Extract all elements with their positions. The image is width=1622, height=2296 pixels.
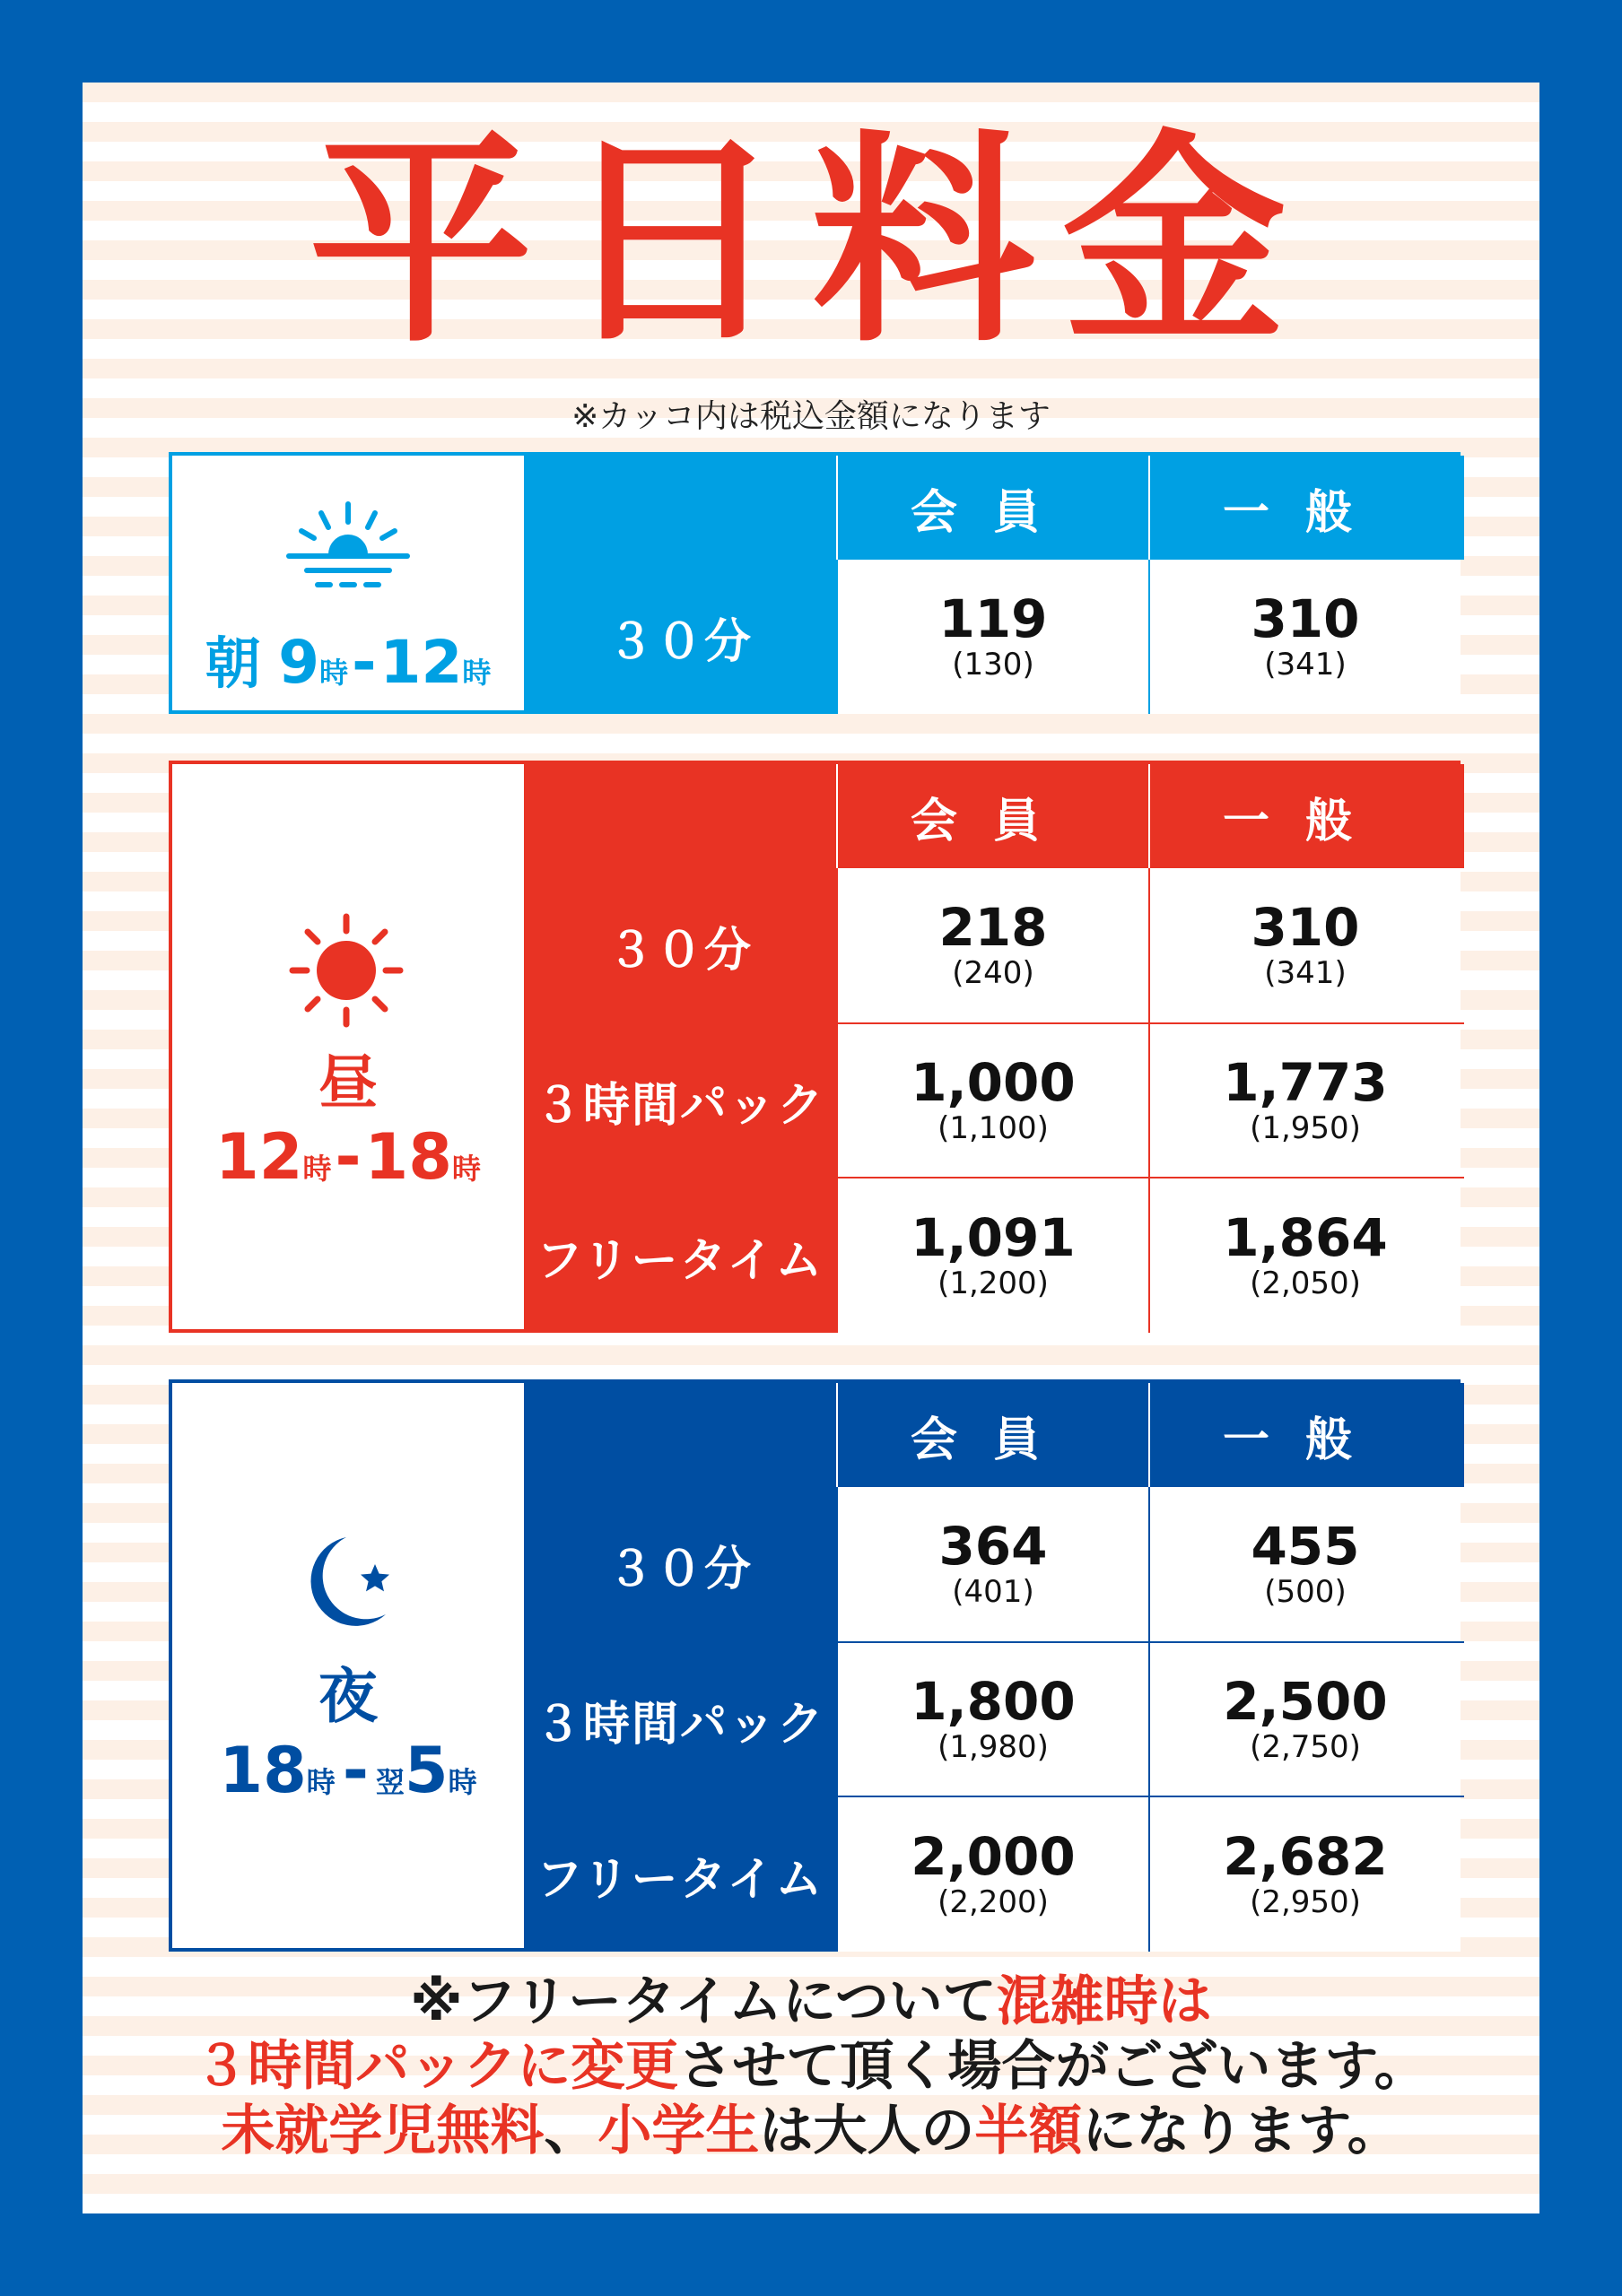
footer-highlight: 半額 <box>974 2100 1083 2162</box>
night-start: 18 <box>219 1734 307 1807</box>
general-price: 2,500 <box>1223 1671 1388 1732</box>
night-price-table <box>169 1379 1461 1952</box>
member-price-cell <box>836 868 1148 1022</box>
general-price-tax: (1,950) <box>1250 1110 1361 1146</box>
general-price-cell <box>1148 1643 1461 1796</box>
general-header: 一般 <box>1148 1383 1461 1487</box>
row-label: ３０分 <box>524 1487 836 1641</box>
table-row <box>524 868 1464 1022</box>
table-row <box>524 1796 1464 1952</box>
general-price: 1,773 <box>1223 1052 1388 1113</box>
morning-end: 12 <box>379 628 463 697</box>
morning-time-label <box>172 619 524 699</box>
table-row <box>524 1022 1464 1177</box>
morning-time-panel <box>172 456 524 710</box>
day-price-table <box>169 761 1461 1333</box>
night-time-panel <box>172 1383 524 1948</box>
member-price-tax: (2,200) <box>937 1884 1049 1920</box>
day-start: 12 <box>215 1120 303 1194</box>
member-price: 1,091 <box>911 1207 1076 1268</box>
general-price: 310 <box>1251 588 1360 649</box>
member-price-tax: (240) <box>952 955 1034 991</box>
time-dash: - <box>342 1734 369 1807</box>
hour-unit: 時 <box>319 656 349 690</box>
general-price-cell <box>1148 1797 1461 1952</box>
footer-line-2 <box>83 2034 1539 2099</box>
member-price-tax: (130) <box>952 647 1034 683</box>
morning-header <box>524 456 1464 560</box>
footer-highlight: 未就学児無料 <box>221 2100 545 2162</box>
general-price-cell <box>1148 868 1461 1022</box>
morning-start: 9 <box>278 628 320 697</box>
general-price: 310 <box>1251 897 1360 958</box>
night-label: 夜 <box>318 1662 378 1731</box>
night-header <box>524 1383 1464 1487</box>
general-price-cell <box>1148 560 1461 714</box>
member-price-tax: (1,980) <box>937 1729 1049 1765</box>
member-price-cell <box>836 560 1148 714</box>
night-time-label <box>172 1733 524 1825</box>
sunrise-icon <box>285 500 411 594</box>
member-price-cell <box>836 1178 1148 1333</box>
time-dash: - <box>335 1120 362 1194</box>
row-label: フリータイム <box>524 1178 836 1333</box>
hour-unit: 時 <box>302 1152 332 1186</box>
hour-unit: 時 <box>306 1765 336 1799</box>
table-row <box>524 1177 1464 1333</box>
row-label: ３時間パック <box>524 1024 836 1177</box>
member-price: 218 <box>938 897 1048 958</box>
footer-text: は大人の <box>759 2100 975 2162</box>
general-price-cell <box>1148 1487 1461 1641</box>
general-price-cell <box>1148 1024 1461 1177</box>
general-price-tax: (2,750) <box>1250 1729 1361 1765</box>
member-price-cell <box>836 1487 1148 1641</box>
footer-notes <box>83 1970 1539 2163</box>
member-header: 会員 <box>836 1383 1148 1487</box>
hour-unit: 時 <box>448 1765 477 1799</box>
member-price: 2,000 <box>911 1826 1076 1887</box>
footer-line-3 <box>83 2099 1539 2163</box>
general-price-tax: (341) <box>1264 955 1347 991</box>
general-price-tax: (500) <box>1264 1574 1347 1610</box>
day-header <box>524 764 1464 868</box>
footer-text: 、 <box>544 2100 598 2162</box>
general-price: 1,864 <box>1223 1207 1388 1268</box>
morning-price-table <box>169 452 1461 714</box>
next-day-label: 翌 <box>375 1765 405 1799</box>
general-price-cell <box>1148 1178 1461 1333</box>
member-price-cell <box>836 1643 1148 1796</box>
general-header: 一般 <box>1148 764 1461 868</box>
member-price: 1,000 <box>911 1052 1076 1113</box>
day-label: 昼 <box>318 1048 378 1118</box>
footer-line-1 <box>83 1970 1539 2034</box>
member-price: 364 <box>938 1516 1048 1577</box>
member-price-cell <box>836 1797 1148 1952</box>
row-label: ３０分 <box>524 868 836 1022</box>
footer-text: ※フリータイムについて <box>410 1970 997 2033</box>
time-dash: - <box>352 628 377 697</box>
night-end: 5 <box>404 1734 449 1807</box>
member-price-tax: (1,200) <box>937 1265 1049 1301</box>
row-label: ３０分 <box>524 560 836 714</box>
general-price: 2,682 <box>1223 1826 1388 1887</box>
member-price-cell <box>836 1024 1148 1177</box>
hour-unit: 時 <box>451 1152 481 1186</box>
member-price-tax: (401) <box>952 1574 1034 1610</box>
general-price: 455 <box>1251 1516 1360 1577</box>
day-time-panel <box>172 764 524 1329</box>
general-header: 一般 <box>1148 456 1461 560</box>
footer-highlight: ３時間パックに変更 <box>194 2035 679 2098</box>
footer-text: になります。 <box>1082 2100 1401 2162</box>
general-price-tax: (2,050) <box>1250 1265 1361 1301</box>
general-price-tax: (2,950) <box>1250 1884 1361 1920</box>
footer-highlight: 小学生 <box>597 2100 760 2162</box>
general-price-tax: (341) <box>1264 647 1347 683</box>
table-row <box>524 560 1464 714</box>
day-end: 18 <box>364 1120 452 1194</box>
table-row <box>524 1641 1464 1796</box>
row-label: ３時間パック <box>524 1643 836 1796</box>
sun-icon <box>289 913 404 1028</box>
table-row <box>524 1487 1464 1641</box>
footer-text: させて頂く場合がございます。 <box>678 2035 1428 2098</box>
tax-note: ※カッコ内は税込金額になります <box>571 398 1051 435</box>
day-time-label <box>172 1119 524 1212</box>
member-header: 会員 <box>836 764 1148 868</box>
morning-label: 朝 <box>205 631 261 696</box>
page-title: 平日料金 <box>309 111 1313 372</box>
member-price: 119 <box>938 588 1048 649</box>
member-header: 会員 <box>836 456 1148 560</box>
row-label: フリータイム <box>524 1797 836 1952</box>
member-price-tax: (1,100) <box>937 1110 1049 1146</box>
footer-highlight: 混雑時は <box>996 1970 1212 2033</box>
moon-star-icon <box>292 1532 404 1639</box>
member-price: 1,800 <box>911 1671 1076 1732</box>
hour-unit: 時 <box>462 656 492 690</box>
